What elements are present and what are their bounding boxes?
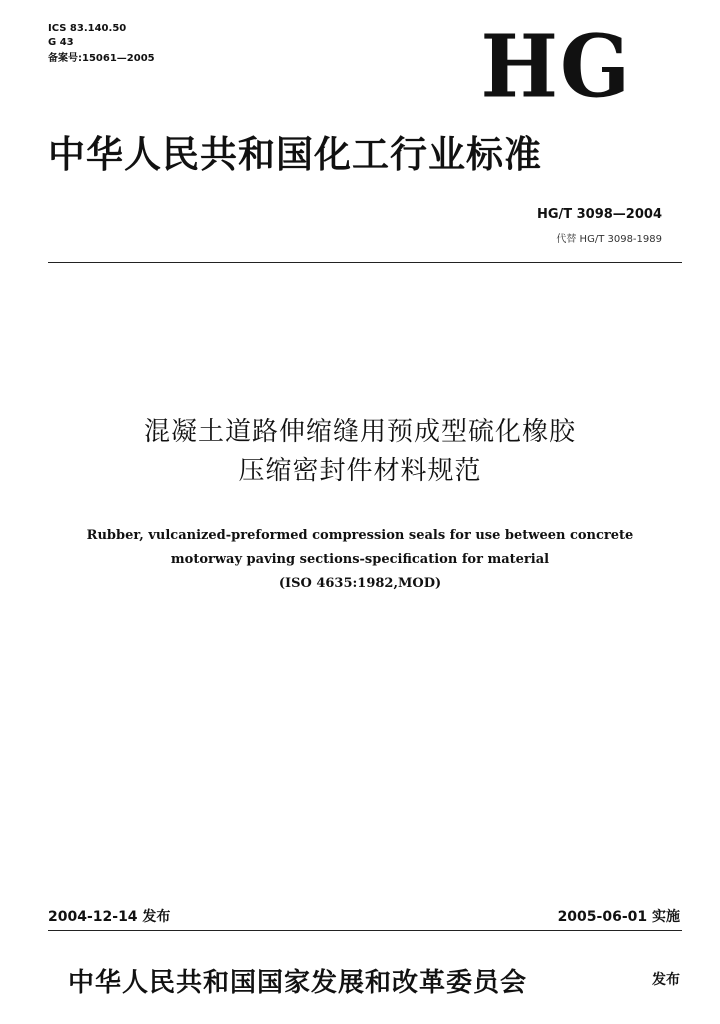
standard-number: HG/T 3098—2004 [536,207,662,222]
implement-date: 2005-06-01 实施 [557,909,680,925]
filing-number: 备案号:15061—2005 [48,53,155,64]
org-title: 中华人民共和国化工行业标准 [48,132,542,176]
ccs-code: G 43 [48,37,74,48]
footer-divider [48,930,682,931]
en-title-line1: Rubber, vulcanized-preformed compression seals for use between concrete [86,528,634,543]
cn-title-line1: 混凝土道路伸缩缝用预成型硫化橡胶 [143,417,576,447]
hg-logo: HG [480,16,632,118]
publish-label: 发布 [652,972,680,988]
en-title-line3: (ISO 4635:1982,MOD) [278,576,442,591]
ics-code: ICS 83.140.50 [48,23,127,34]
cn-title-line2: 压缩密封件材料规范 [238,456,482,486]
issue-date: 2004-12-14 发布 [48,909,171,925]
header-divider [48,262,682,263]
replaces-note: 代替 HG/T 3098-1989 [556,234,662,245]
en-title-line2: motorway paving sections-specification for material [170,552,550,567]
publisher: 中华人民共和国国家发展和改革委员会 [68,968,528,998]
